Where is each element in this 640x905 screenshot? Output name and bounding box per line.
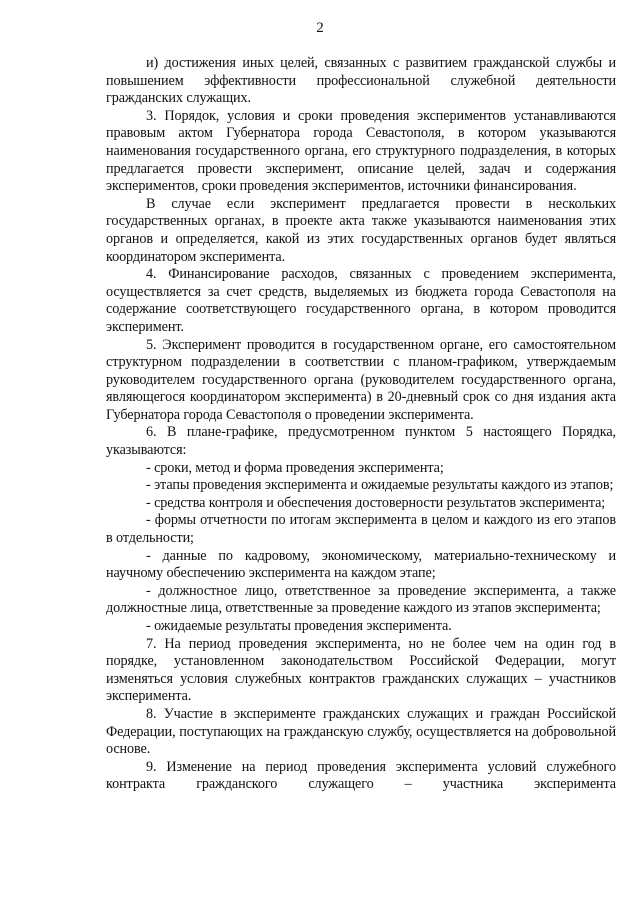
paragraph-6: 6. В плане-графике, предусмотренном пунктом 5 настоящего Порядка, указываются: [106, 424, 616, 459]
paragraph-5: 5. Эксперимент проводится в государственном органе, его самостоятельном структурном подразделении в соответствии с планом-графиком, утверждаемым руководителем государственного органа (руководителем государственного органа, являющегося координатором эксперимента) в 20-дневный срок со дня издания акта Губернатора города Севастополя о проведении эксперимента. [106, 336, 616, 423]
list-item: - должностное лицо, ответственное за проведение эксперимента, а также должностные лица, ответственные за проведение каждого из этапов эксперимента; [106, 582, 616, 617]
paragraph-7: 7. На период проведения эксперимента, но не более чем на один год в порядке, установленном законодательством Российской Федерации, могут изменяться условия служебных контрактов гражданских служащих – участников эксперимента. [106, 635, 616, 705]
list-item: - средства контроля и обеспечения достоверности результатов эксперимента; [146, 494, 606, 511]
document-body [106, 55, 616, 794]
list-item: - данные по кадровому, экономическому, материально-техническому и научному обеспечению эксперимента на каждом этапе; [106, 547, 616, 582]
paragraph-8: 8. Участие в эксперименте гражданских служащих и граждан Российской Федерации, поступающих на гражданскую службу, осуществляется на добровольной основе. [106, 705, 616, 758]
page-number: 2 [316, 20, 324, 36]
list-item: - этапы проведения эксперимента и ожидаемые результаты каждого из этапов; [146, 477, 614, 494]
paragraph-9: 9. Изменение на период проведения эксперимента условий служебного контракта гражданского служащего – участника эксперимента [106, 758, 616, 793]
list-item: - сроки, метод и форма проведения эксперимента; [146, 459, 444, 476]
paragraph-3: 3. Порядок, условия и сроки проведения экспериментов устанавливаются правовым актом Губернатора города Севастополя, в котором указываются наименования государственного органа, его структурного подразделения, в которых предлагается провести эксперимент, описание целей, задач и содержания экспериментов, сроки проведения экспериментов, источники финансирования. [106, 107, 616, 195]
paragraph-item-i: и) достижения иных целей, связанных с развитием гражданской службы и повышением эффективности профессиональной служебной деятельности гражданских служащих. [106, 55, 616, 107]
paragraph-4: 4. Финансирование расходов, связанных с проведением эксперимента, осуществляется за счет средств, выделяемых из бюджета города Севастополя на содержание соответствующего государственного органа, в котором проводится эксперимент. [106, 266, 616, 335]
paragraph-3-multiple-organs: В случае если эксперимент предлагается провести в нескольких государственных органах, в проекте акта также указываются наименования этих органов и определяется, какой из этих государственных органов будет являться координатором эксперимента. [106, 195, 616, 265]
list-item: - ожидаемые результаты проведения эксперимента. [146, 618, 452, 634]
list-item: - формы отчетности по итогам эксперимента в целом и каждого из его этапов в отдельности; [106, 512, 616, 547]
